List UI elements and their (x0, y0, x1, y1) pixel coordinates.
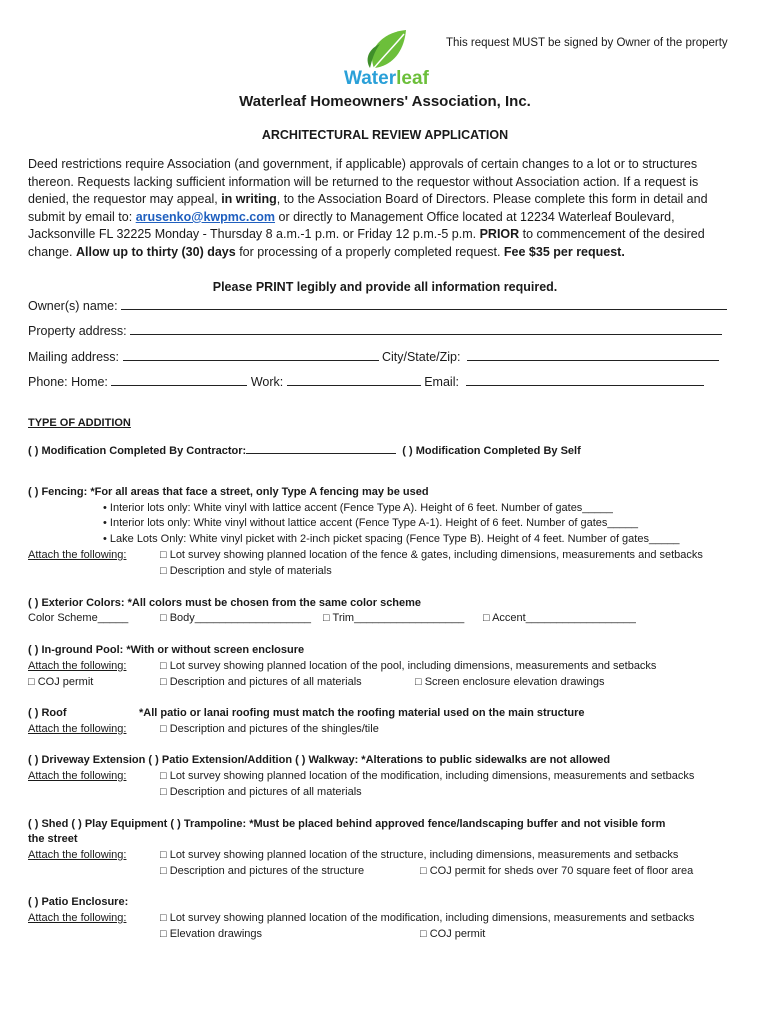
enclosure-survey-checkbox[interactable]: □ Lot survey showing planned location of the modification, including dimensions, measurements and setbacks (160, 912, 695, 924)
city-state-zip-label: City/State/Zip: (378, 350, 464, 364)
fence-type-b-bullet: • Lake Lots Only: White vinyl picket with 2-inch picket spacing (Fence Type B). Height of 4 feet. Number of gates_____ (103, 533, 680, 545)
intro-text: Deed restrictions require Association (and government, if applicable) approvals of certain changes to a lot or to structures thereon. Requests lacking sufficient information will be returned to the requestor without Association action. If a request is denied, the requestor may appeal, (28, 157, 699, 207)
roof-heading[interactable]: ( ) Roof (28, 707, 67, 719)
shed-survey-checkbox[interactable]: □ Lot survey showing planned location of the structure, including dimensions, measurements and setbacks (160, 849, 679, 861)
intro-text: , to the Association Board of Directors. Please complete this form in detail and submit by email to: (28, 192, 708, 224)
phone-row (28, 374, 704, 389)
waterleaf-logo (340, 28, 430, 90)
fence-type-a-bullet: • Interior lots only: White vinyl with lattice accent (Fence Type A). Height of 6 feet. Number of gates_____ (103, 502, 613, 514)
mailing-address-label: Mailing address: (28, 350, 123, 364)
owner-name-row (28, 298, 727, 313)
driveway-materials-checkbox[interactable]: □ Description and pictures of all materials (160, 786, 362, 798)
phone-home-label: Phone: Home: (28, 375, 112, 389)
self-option[interactable]: ( ) Modification Completed By Self (402, 445, 581, 457)
intro-text: for processing of a properly completed request. (235, 244, 504, 259)
body-color-checkbox[interactable]: □ Body___________________ (160, 612, 312, 624)
pool-attach-label: Attach the following: (28, 660, 127, 672)
pool-screen-drawings-checkbox[interactable]: □ Screen enclosure elevation drawings (415, 676, 605, 688)
property-address-label: Property address: (28, 324, 131, 338)
roof-attach-label: Attach the following: (28, 723, 127, 735)
fencing-materials-checkbox[interactable]: □ Description and style of materials (160, 565, 332, 577)
intro-text: or directly to Management Office located at 12234 Waterleaf Boulevard, Jacksonville FL 32225 Monday - Thursday 8 a.m.-1 p.m. or Friday 12 p.m.-5 p.m. (28, 209, 675, 242)
intro-in-writing: in writing (221, 192, 277, 207)
email-link[interactable]: arusenko@kwpmc.com (135, 209, 276, 224)
association-title: Waterleaf Homeowners' Association, Inc. (239, 93, 531, 110)
property-address-row (28, 323, 722, 338)
email-field[interactable] (466, 374, 704, 386)
modification-row (28, 443, 581, 457)
enclosure-coj-permit-checkbox[interactable]: □ COJ permit (420, 928, 486, 940)
property-owner-notice: This request MUST be signed by Owner of the property (446, 37, 728, 49)
roof-note: *All patio or lanai roofing must match the roofing material used on the main structure (139, 707, 585, 719)
owner-name-label: Owner(s) name: (28, 299, 122, 313)
exterior-colors-heading[interactable]: ( ) Exterior Colors: *All colors must be chosen from the same color scheme (28, 597, 422, 609)
phone-work-label: Work: (247, 375, 287, 389)
intro-prior: PRIOR (479, 227, 520, 242)
pool-materials-checkbox[interactable]: □ Description and pictures of all materials (160, 676, 362, 688)
enclosure-elevation-checkbox[interactable]: □ Elevation drawings (160, 928, 263, 940)
shed-attach-label: Attach the following: (28, 849, 127, 861)
email-label: Email: (420, 375, 463, 389)
fence-type-a1-bullet: • Interior lots only: White vinyl without lattice accent (Fence Type A-1). Height of 6 feet. Number of gates_____ (103, 517, 638, 529)
driveway-patio-walkway-heading[interactable]: ( ) Driveway Extension ( ) Patio Extension/Addition ( ) Walkway: *Alterations to public sidewalks are not allowed (28, 754, 611, 766)
pool-coj-permit-checkbox[interactable]: □ COJ permit (28, 676, 94, 688)
intro-fee: Fee $35 per request. (503, 244, 625, 259)
trim-color-checkbox[interactable]: □ Trim__________________ (323, 612, 465, 624)
accent-color-checkbox[interactable]: □ Accent__________________ (483, 612, 636, 624)
intro-text: to commencement of the desired change. (28, 227, 705, 259)
shed-heading-continued: the street (28, 833, 78, 845)
driveway-attach-label: Attach the following: (28, 770, 127, 782)
shed-coj-permit-checkbox[interactable]: □ COJ permit for sheds over 70 square feet of floor area (420, 865, 694, 877)
driveway-survey-checkbox[interactable]: □ Lot survey showing planned location of the modification, including dimensions, measurements and setbacks (160, 770, 695, 782)
patio-enclosure-heading[interactable]: ( ) Patio Enclosure: (28, 896, 129, 908)
mailing-address-row (28, 349, 719, 364)
type-of-addition-heading: TYPE OF ADDITION (28, 417, 131, 429)
pool-survey-checkbox[interactable]: □ Lot survey showing planned location of the pool, including dimensions, measurements and setbacks (160, 660, 657, 672)
roof-materials-checkbox[interactable]: □ Description and pictures of the shingles/tile (160, 723, 379, 735)
contractor-option[interactable]: ( ) Modification Completed By Contractor: (28, 445, 247, 457)
fencing-attach-label: Attach the following: (28, 549, 127, 561)
phone-home-field[interactable] (111, 374, 247, 386)
shed-play-trampoline-heading[interactable]: ( ) Shed ( ) Play Equipment ( ) Trampoline: *Must be placed behind approved fence/landscaping buffer and not visible form (28, 818, 666, 830)
property-address-field[interactable] (130, 323, 722, 335)
print-instructions: Please PRINT legibly and provide all information required. (212, 280, 558, 294)
application-subtitle: ARCHITECTURAL REVIEW APPLICATION (261, 128, 509, 142)
fencing-heading[interactable]: ( ) Fencing: *For all areas that face a street, only Type A fencing may be used (28, 486, 429, 498)
shed-description-checkbox[interactable]: □ Description and pictures of the structure (160, 865, 365, 877)
pool-heading[interactable]: ( ) In-ground Pool: *With or without screen enclosure (28, 644, 305, 656)
contractor-field[interactable] (246, 443, 396, 454)
phone-work-field[interactable] (287, 374, 421, 386)
mailing-address-field[interactable] (123, 349, 379, 361)
color-scheme-field[interactable]: Color Scheme_____ (28, 612, 129, 624)
enclosure-attach-label: Attach the following: (28, 912, 127, 924)
city-state-zip-field[interactable] (467, 349, 719, 361)
svg-text:Waterleaf: Waterleaf (344, 68, 429, 89)
owner-name-field[interactable] (121, 298, 727, 310)
intro-paragraph (28, 156, 740, 262)
fencing-survey-checkbox[interactable]: □ Lot survey showing planned location of the fence & gates, including dimensions, measurements and setbacks (160, 549, 703, 561)
intro-allow: Allow up to thirty (30) days (75, 244, 236, 259)
